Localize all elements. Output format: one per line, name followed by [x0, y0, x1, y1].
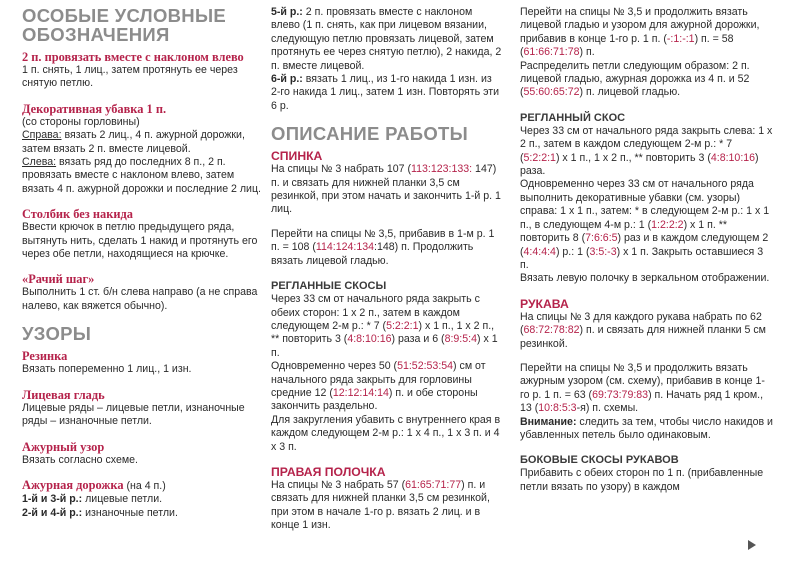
pattern-text: Вязать попеременно 1 лиц., 1 изн.: [22, 363, 192, 376]
pattern-row: 6-й р.: вязать 1 лиц., из 1-го накида 1 изн. из 2-го накида 1 лиц., затем 1 изн. Повторять эти 6 р.: [271, 73, 500, 112]
term-heading: 2 п. провязать вместе с наклоном влево: [22, 50, 244, 64]
instruction-text: Для закругления убавить с внутреннего края в каждом следующем 2-м р.: 1 x 4 п., 1 x 3 п. и 4 x 3 п.: [271, 413, 501, 453]
section-title-description: ОПИСАНИЕ РАБОТЫ: [271, 123, 469, 145]
instruction-text: На спицы № 3 для каждого рукава набрать по 62 (68:72:78:82) п. и связать для нижней планки 5 см резинкой.: [520, 310, 766, 350]
instruction-text: Через 33 см от начального ряда закрыть с обеих сторон: 1 x 2 п., затем в каждом следующем 2-м р.: * 7 (5:2:2:1) x 1 п., 1 x 2 п., ** повторить 3 (4:8:10:16) раза и 6 (8:9:5:4) x 1 п.: [271, 293, 498, 359]
continue-arrow-icon: [748, 540, 756, 550]
term-text: Слева: вязать ряд до последних 8 п., 2 п. провязать вместе с наклоном влево, затем вязать 4 п. ажурной дорожки и последние 2 лиц.: [22, 156, 261, 195]
pattern-row: 5-й р.: 2 п. провязать вместе с наклоном влево (1 п. снять, как при лицевом вязании, следующую петлю провязать лицевой, затем протянуть ее через снятую петлю), 2 накида, 2 п. вместе лицевой.: [271, 6, 502, 72]
instruction-text: Одновременно через 33 см от начального ряда выполнить декоративные убавки (см. узоры) справа: 1 x 1 п., затем: * в следующем 2-м р.: 1 x 1 п., в следующем 4-м р.: 1 (1:2:2:2) x 1 п. ** повторить 8 (7:6:6:5) раз и в каждом следующем 2 (4:4:4:4) р.: 1 (3:5:-3) x 1 п. Закрыть оставшиеся 3 п.: [520, 178, 770, 271]
term-heading: Декоративная убавка 1 п.: [22, 101, 167, 116]
column-2: [271, 6, 503, 533]
part-heading-sleeve-slopes: БОКОВЫЕ СКОСЫ РУКАВОВ: [520, 454, 679, 467]
pattern-heading: Лицевая гладь: [22, 387, 105, 402]
instruction-text: Вязать левую полочку в зеркальном отображении.: [520, 272, 770, 285]
instruction-text: Через 33 см от начального ряда закрыть слева: 1 x 2 п., затем в каждом следующем 2-м р.: * 7 (5:2:2:1) x 1 п., 1 x 2 п., ** повторить 3 (4:8:10:16) раза.: [520, 124, 773, 178]
pattern-row: 1-й и 3-й р.: лицевые петли.: [22, 493, 163, 506]
instruction-text: Одновременно через 50 (51:52:53:54) см от начального ряда закрыть для горловины средние 12 (12:12:14:14) п. и обе стороны закончить раздельно.: [271, 360, 486, 413]
instruction-text: Прибавить с обеих сторон по 1 п. (прибавленные петли вязать по узору) в каждом: [520, 467, 764, 493]
part-heading-raglan-slope: РЕГЛАННЫЙ СКОС: [520, 111, 626, 124]
pattern-heading: Ажурная дорожка (на 4 п.): [22, 477, 166, 492]
instruction-text: На спицы № 3 набрать 57 (61:65:71:77) п. и связать для нижней планки 3,5 см резинкой, при этом в начале 1-го р. вязать 2 лиц. и в конце 1 изн.: [271, 478, 490, 532]
pattern-row: 2-й и 4-й р.: изнаночные петли.: [22, 506, 178, 519]
pattern-heading: Ажурный узор: [22, 439, 105, 454]
term-heading: «Рачий шаг»: [22, 272, 95, 287]
instruction-text: На спицы № 3 набрать 107 (113:123:133: 147) п. и связать для нижней планки 3,5 см резинкой, при этом начать и закончить 1-й р. 1 лиц.: [271, 163, 501, 216]
term-heading: Столбик без накида: [22, 207, 133, 222]
term-note: (со стороны горловины): [22, 115, 140, 128]
attention-note: Внимание: следить за тем, чтобы число накидов и убавленных петель было одинаковым.: [520, 415, 773, 441]
pattern-heading: Резинка: [22, 349, 68, 364]
part-heading-raglan: РЕГЛАННЫЕ СКОСЫ: [271, 280, 387, 293]
instruction-text: Распределить петли следующим образом: 2 п. лицевой гладью, ажурная дорожка из 4 п. и 52 (55:60:65:72) п. лицевой гладью.: [520, 59, 750, 99]
column-1: [22, 6, 262, 520]
part-heading-back: СПИНКА: [271, 149, 323, 164]
pattern-text: Лицевые ряды – лицевые петли, изнаночные ряды – изнаночные петли.: [22, 401, 245, 428]
section-title-legend: ОСОБЫЕ УСЛОВНЫЕ ОБОЗНАЧЕНИЯ: [22, 5, 227, 45]
column-3: [520, 6, 774, 494]
instruction-text: Перейти на спицы № 3,5 и продолжить вязать лицевой гладью и узором для ажурной дорожки, прибавив в конце 1-го р. 1 п. (-:1:-:1) п. = 58 (61:66:71:78) п.: [520, 6, 760, 59]
term-text: Выполнить 1 ст. б/н слева направо (а не справа налево, как вяжется обычно).: [22, 286, 258, 312]
instruction-text: Перейти на спицы № 3,5 и продолжить вязать ажурным узором (см. схему), прибавив в конце 1-го р. 1 п. = 63 (69:73:79:83) п. Начать ряд 1 кром., 13 (10:8:5:3-я) п. схемы.: [520, 361, 765, 415]
part-heading-sleeves: РУКАВА: [520, 296, 569, 311]
instruction-text: Перейти на спицы № 3,5, прибавив в 1-м р. 1 п. = 108 (114:124:134:148) п. Продолжить вязать лицевой гладью.: [271, 227, 495, 267]
pattern-text: Вязать согласно схеме.: [22, 453, 138, 466]
part-heading-right-front: ПРАВАЯ ПОЛОЧКА: [271, 464, 386, 479]
term-text: Справа: вязать 2 лиц., 4 п. ажурной дорожки, затем вязать 2 п. вместе лицевой.: [22, 129, 245, 155]
section-title-patterns: УЗОРЫ: [22, 323, 92, 345]
term-text: 1 п. снять, 1 лиц., затем протянуть ее через снятую петлю.: [22, 64, 238, 90]
term-text: Ввести крючок в петлю предыдущего ряда, вытянуть нить, сделать 1 накид и протянуть его через обе петли, находящиеся на крючке.: [22, 221, 258, 261]
